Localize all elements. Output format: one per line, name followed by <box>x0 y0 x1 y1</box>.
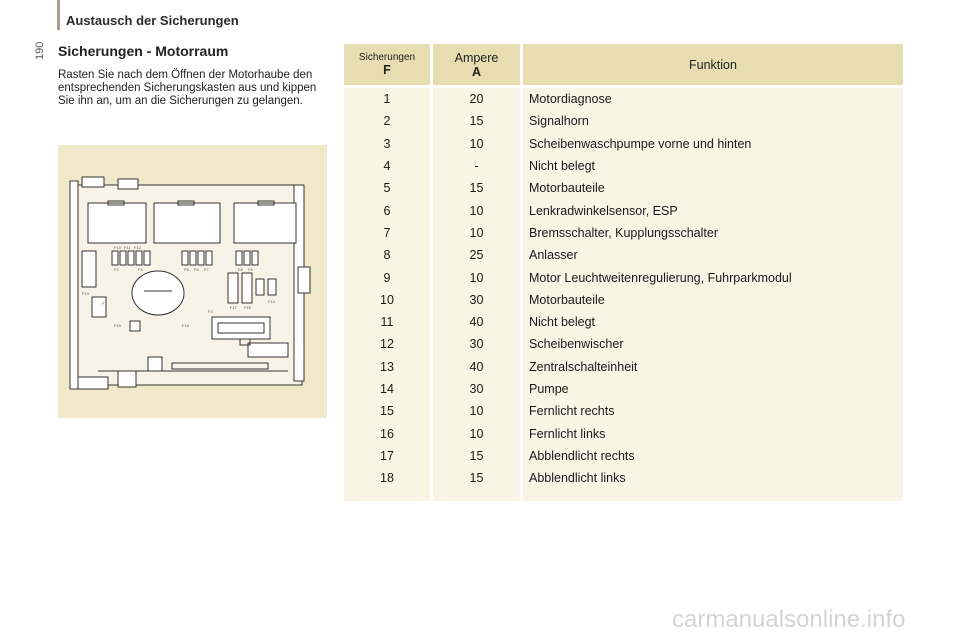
cell-ampere: 25 <box>432 244 522 266</box>
header-fuse-label: Sicherungen <box>358 52 416 63</box>
table-row <box>344 199 903 221</box>
cell-fuse-number: 12 <box>344 333 432 355</box>
table-row <box>344 356 903 378</box>
cell-function: Nicht belegt <box>522 155 904 177</box>
cell-fuse-number: 10 <box>344 289 432 311</box>
cell-ampere: 20 <box>432 88 522 110</box>
diagram-label-f13: F13 <box>82 291 89 296</box>
cell-ampere: 40 <box>432 311 522 333</box>
header-ampere <box>432 44 522 85</box>
diagram-label-f7: F7 <box>204 267 209 272</box>
diagram-label-f1: F1 <box>102 301 107 306</box>
cell-function: Scheibenwaschpumpe vorne und hinten <box>522 133 904 155</box>
intro-paragraph: Rasten Sie nach dem Öffnen der Motorhaube den entsprechenden Sicherungskasten aus und kippen Sie ihn an, um an die Sicherungen zu gelangen. <box>58 69 317 107</box>
table-row <box>344 378 903 400</box>
diagram-label-f15: F15 <box>114 323 121 328</box>
cell-ampere: 10 <box>432 266 522 288</box>
diagram-label-f2: F2 <box>114 267 119 272</box>
diagram-label-f16: F16 <box>182 323 189 328</box>
cell-function: Motorbauteile <box>522 177 904 199</box>
section-title: Sicherungen - Motorraum <box>58 43 229 59</box>
cell-function: Bremsschalter, Kupplungsschalter <box>522 222 904 244</box>
table-row <box>344 88 903 110</box>
cell-function: Abblendlicht rechts <box>522 445 904 467</box>
cell-fuse-number: 3 <box>344 133 432 155</box>
page-header-title: Austausch der Sicherungen <box>66 13 239 28</box>
page-number: 190 <box>34 41 46 60</box>
diagram-label-f6: F6 <box>194 267 199 272</box>
cell-ampere: 30 <box>432 378 522 400</box>
cell-ampere: 10 <box>432 400 522 422</box>
cell-function: Signalhorn <box>522 110 904 132</box>
table-row <box>344 155 903 177</box>
table-row <box>344 289 903 311</box>
cell-fuse-number: 5 <box>344 177 432 199</box>
fuse-box-diagram <box>58 145 327 418</box>
cell-function: Pumpe <box>522 378 904 400</box>
table-row <box>344 133 903 155</box>
cell-fuse-number: 7 <box>344 222 432 244</box>
table-row <box>344 445 903 467</box>
cell-fuse-number: 2 <box>344 110 432 132</box>
cell-fuse-number: 6 <box>344 199 432 221</box>
cell-ampere: 10 <box>432 133 522 155</box>
table-row <box>344 110 903 132</box>
header-function: Funktion <box>522 44 904 85</box>
cell-function: Motordiagnose <box>522 88 904 110</box>
cell-ampere: 30 <box>432 289 522 311</box>
diagram-label-f8: F8 <box>238 267 243 272</box>
cell-fuse-number: 18 <box>344 467 432 501</box>
cell-fuse-number: 11 <box>344 311 432 333</box>
cell-function: Scheibenwischer <box>522 333 904 355</box>
diagram-label-f9: F9 <box>248 267 253 272</box>
cell-fuse-number: 4 <box>344 155 432 177</box>
watermark: carmanualsonline.info <box>672 606 906 633</box>
cell-function: Anlasser <box>522 244 904 266</box>
cell-ampere: 15 <box>432 110 522 132</box>
cell-ampere: 15 <box>432 467 522 501</box>
fuse-box-diagram-panel <box>58 145 327 418</box>
header-accent-bar <box>57 0 60 30</box>
table-row <box>344 467 903 501</box>
cell-ampere: 40 <box>432 356 522 378</box>
cell-fuse-number: 14 <box>344 378 432 400</box>
header-ampere-sub: A <box>471 64 482 79</box>
table-row <box>344 177 903 199</box>
cell-function: Fernlicht rechts <box>522 400 904 422</box>
fuse-table <box>344 44 903 501</box>
diagram-label-f10: F10 <box>114 245 121 250</box>
cell-ampere: 10 <box>432 199 522 221</box>
table-row <box>344 422 903 444</box>
header-ampere-label: Ampere <box>454 50 499 65</box>
header-fuse <box>344 44 432 85</box>
table-row <box>344 244 903 266</box>
cell-ampere: 30 <box>432 333 522 355</box>
cell-function: Fernlicht links <box>522 422 904 444</box>
cell-ampere: 10 <box>432 422 522 444</box>
cell-fuse-number: 8 <box>344 244 432 266</box>
diagram-label-f12: F12 <box>134 245 141 250</box>
cell-ampere: 15 <box>432 177 522 199</box>
diagram-label-f5: F5 <box>184 267 189 272</box>
cell-function: Motor Leuchtweitenregulierung, Fuhrparkmodul <box>522 266 904 288</box>
table-row <box>344 266 903 288</box>
cell-function: Motorbauteile <box>522 289 904 311</box>
cell-fuse-number: 1 <box>344 88 432 110</box>
table-row <box>344 400 903 422</box>
cell-function: Nicht belegt <box>522 311 904 333</box>
table-row <box>344 333 903 355</box>
cell-ampere: 15 <box>432 445 522 467</box>
table-row <box>344 311 903 333</box>
cell-function: Abblendlicht links <box>522 467 904 501</box>
table-row <box>344 222 903 244</box>
diagram-label-f11: F11 <box>124 245 131 250</box>
cell-ampere: - <box>432 155 522 177</box>
cell-fuse-number: 13 <box>344 356 432 378</box>
cell-fuse-number: 15 <box>344 400 432 422</box>
diagram-label-f3: F3 <box>208 309 213 314</box>
cell-function: Lenkradwinkelsensor, ESP <box>522 199 904 221</box>
fuse-table-header <box>344 44 903 85</box>
cell-function: Zentralschalteinheit <box>522 356 904 378</box>
diagram-label-f17: F17 <box>230 305 237 310</box>
cell-fuse-number: 9 <box>344 266 432 288</box>
diagram-label-f18: F18 <box>244 305 251 310</box>
cell-fuse-number: 17 <box>344 445 432 467</box>
header-fuse-sub: F <box>383 63 391 77</box>
cell-fuse-number: 16 <box>344 422 432 444</box>
cell-ampere: 10 <box>432 222 522 244</box>
diagram-label-f14: F14 <box>268 299 275 304</box>
diagram-label-f4: F4 <box>138 267 143 272</box>
